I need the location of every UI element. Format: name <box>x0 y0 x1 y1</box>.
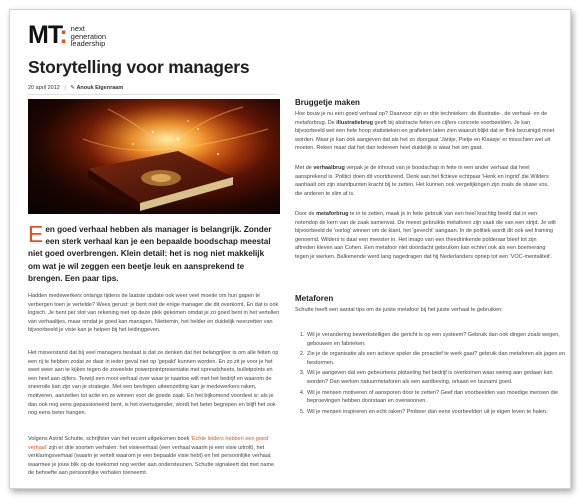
right-paragraph-3: Door de metaforbrug te in te zetten, maak je in feite gebruik van een heel krachtig beeld dat in een notendop de kern van de zaak samenvat. De meest gebruikte metaforen zijn vaak die van een strijd. Je wilt bijvoorbeeld de 'oorlog' winnen om de klant, het 'gevecht' aangaan. In de politiek wordt dit ook wel framing genoemd. Wilders is daar een meester in. Het imago van een theedrinkende polderaar bleef tot zijn aftreden kleven aan Cohen. Een metafoor niet doordacht gebruiken kan echter ook als een boemerang tegen je werken. Balkenende werd lang nagedragen dat hij Nederlanders opriep tot een 'VOC-mentaliteit'. <box>295 211 556 260</box>
author-icon: ✎ <box>70 85 75 91</box>
logo-mark: MT: <box>28 21 67 49</box>
publish-date: 20 april 2012 <box>28 85 60 91</box>
book-link[interactable]: 'Echte leiders hebben een goed verhaal' <box>28 436 269 451</box>
hero-image <box>28 99 280 214</box>
body-paragraph-2: Het misverstand dat bij veel managers bestaat is dat ze denken dat het belangrijker is om alle feiten op een rij te hebben zodat ze daar in ieder geval niet op 'gepakt' kunnen worden. En zo zit je voor je het weet weer aan te kijken tegen de zoveelste powerpointpresentatie met spreadsheets, bulletpoints en een heel aan cijfers. Terwijl een mooi verhaal over waar je naartoe wilt met het bedrijf en waarom de sneeroile kan zijn van je strategie. Met een bevlogen uiteenzetting kan je medewerkers raken, motiveren, aanzetten tot actie en ze winnen voor de goede zaak. En het bijkomend voordeel is: als je dan ook nog eens gepassioneerd bent, is het overtuigender, wordt het beter begrepen en blijft het ook nog eens beter hangen. <box>28 350 279 417</box>
tips-list <box>295 331 568 418</box>
dropcap: E <box>28 221 44 247</box>
heading-bruggetje: Bruggetje maken <box>295 98 360 107</box>
divider <box>28 94 279 95</box>
body-paragraph-3: Volgens Astrid Schutte, schrijfster van het recent uitgekomen boek 'Echte leiders hebben een goed verhaal' zijn er drie soorten verhalen: het visieverhaal (een verhaal waarin je een visie uitrolt), het verklaringsverhaal (waarin je vertelt waarom je een bepaalde visie hebt) en het persoonlijke verhaal, waarmee je jouw blik op de toekomst nog verder aan ondersteunen. Schutte signaleert dat met name de behoefte aan persoonlijke verhalen toeneemt. <box>28 436 275 477</box>
site-logo[interactable] <box>28 21 107 49</box>
list-item: 4. Wil je mensen motiveren of aansporen door te zetten? Geef dan voorbeelden van moedige mensen die beproevingen hebben doorstaan en overwonnen. <box>306 389 568 406</box>
right-paragraph-1: Hoe bouw je nu een goed verhaal op? Daarvoor zijn er drie technieken: de illustratie-, de verhaal- en de metaforbrug. De illustratiebrug geeft bij abstracte feiten en cijfers concrete voorbeelden. Je kan bijvoorbeeld wel een hele hoop statistieken en grafieken laten zien waaruit blijkt dat er flink bezuinigd moet worden. Maar je kan ook aangeven dat als het zo doorgaat 'Jantje, Pietje en Klaasje' er misschien wel uit moeten. Reken maar dat het dan iedereen heel duidelijk is waar het om gaat. <box>295 111 555 152</box>
tips-intro: Schutte heeft een aantal tips om de juiste metafoor bij het juiste verhaal te gebruiken: <box>295 307 503 313</box>
logo-tagline: next generation leadership <box>70 24 107 49</box>
right-paragraph-2: Met de verhaalbrug verpak je de inhoud van je boodschap in feite in een ander verhaal dat heel aansprekend is. Politici doen dit voortdurend. Denk aan het fictieve echtpaar 'Henk en Ingrid' die Wilders aanhaalt om zijn standpunten kracht bij te zetten. Het kunnen ook vergelijkingen zijn zoals de sluwe vos, die anderen te slim af is. <box>295 165 549 197</box>
heading-metaforen: Metaforen <box>295 294 334 303</box>
list-item: 1. Wil je verandering bewerkstelligen die gericht is op een systeem? Gebruik dan ook dingen zoals wegen, gebouwen en fabrieken. <box>306 331 568 348</box>
body-paragraph-1: Hadden medewerkers onlangs tijdens de laatste update ook weer veel moeite om hun gapen te verbergen toen je vertelde? Wees gerust: je bent niet de enige manager die dit overkomt. En dat is ook logisch. Je bent per slot van rekening niet op deze plek gekomen omdat je zo goed bent in het vertellen van verhaaltjes, maar omdat je goed kan managen. Niettemin, het helder en duidelijk neerzetten van bijvoorbeeld je visie kan je helpen bij het leidinggeven. <box>28 293 280 334</box>
author-link[interactable]: Anouk Eigenraam <box>76 85 124 91</box>
article-meta: 20 april 2012 | ✎ Anouk Eigenraam <box>28 85 124 91</box>
list-item: 3. Wil je aangeven dat een gebeurtenis plotseling het bedrijf is overkomen waar weinig aan gedaan kan worden? Dan werken natuurmetaforen als een aardbeving, orkaan en tsunami goed. <box>306 369 568 386</box>
intro-lead: Een goed verhaal hebben als manager is belangrijk. Zonder een sterk verhaal kan je een bepaalde boodschap meestal niet goed overbrengen. Klein detail: het is nog niet makkelijk om wat je wil zeggen een beetje leuk en aansprekend te brengen. Een paar tips. <box>28 221 272 283</box>
page-title: Storytelling voor managers <box>28 57 250 77</box>
list-item: 5. Wil je mensen inspireren en echt raken? Probeer dan eens voorbeelden uit je eigen leven te halen. <box>306 408 568 417</box>
list-item: 2. Zie je de organisatie als een actieve speler die proactief te werk gaat? gebruik dan metaforen als jagen en bestormen. <box>306 350 568 367</box>
glowing-book-icon <box>28 99 280 214</box>
article-page <box>9 9 571 489</box>
